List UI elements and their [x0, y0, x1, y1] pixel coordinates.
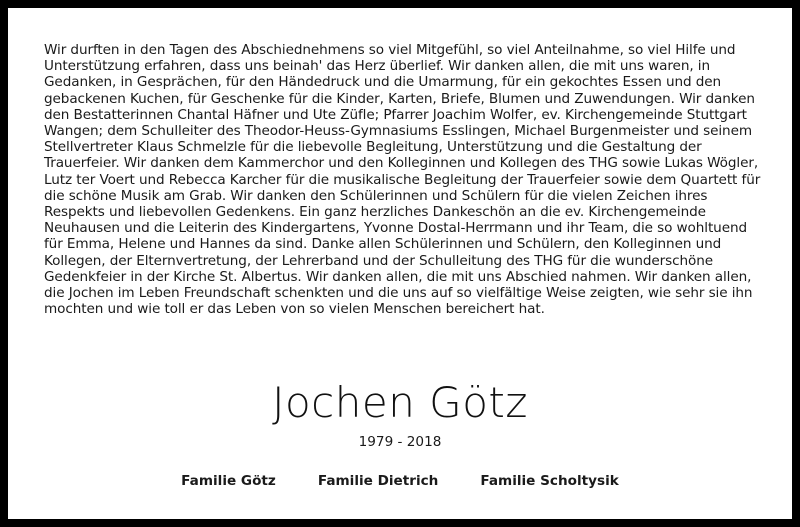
life-years: 1979 - 2018 — [358, 434, 442, 450]
family-name: Familie Dietrich — [317, 473, 439, 489]
family-name: Familie Scholtysik — [480, 473, 619, 489]
thank-you-text: Wir durften in den Tagen des Abschiednehmens so viel Mitgefühl, so viel Anteilnahme, so viel Hilfe und Unterstützung erfahren, dass uns beinah' das Herz überlief. Wir danken allen, die mit uns waren, in Gedanken, in Gesprächen, für den Händedruck und die Umarmung, für ein gekochtes Essen und den gebackenen Kuchen, für Geschenke für die Kinder, Karten, Briefe, Blumen und Zuwendungen. Wir danken den Bestatterinnen Chantal Häfner und Ute Züfle; Pfarrer Joachim Wolfer, ev. Kirchengemeinde Stuttgart Wangen; dem Schulleiter des Theodor-Heuss-Gymnasiums Esslingen, Michael Burgenmeister und seinem Stellvertreter Klaus Schmelzle für die liebevolle Begleitung, Unterstützung und die Gestaltung der Trauerfeier. Wir danken dem Kammerchor und den Kolleginnen und Kollegen des THG sowie Lukas Wögler, Lutz ter Voert und Rebecca Karcher für die musikalische Begleitung der Trauerfeier sowie dem Quartett für die schöne Musik am Grab. Wir danken den Schülerinnen und Schülern für die vielen Zeichen ihres Respekts und liebevollen Gedenkens. Ein ganz herzliches Dankeschön an die ev. Kirchengemeinde Neuhausen und die Leiterin des Kindergartens, Yvonne Dostal-Herrmann und ihr Team, die so wohltuend für Emma, Helene und Hannes da sind. Danke allen Schülerinnen und Schülern, den Kolleginnen und Kollegen, der Elternvertretung, der Lehrerband und der Schulleitung des THG für die wunderschöne Gedenkfeier in der Kirche St. Albertus. Wir danken allen, die mit uns Abschied nahmen. Wir danken allen, die Jochen im Leben Freundschaft schenkten und die uns auf so vielfältige Weise zeigten, wie sehr sie ihn mochten und wie toll er das Leben von so vielen Menschen bereichert hat. — [44, 42, 761, 318]
obituary-notice — [8, 8, 792, 519]
family-name: Familie Götz — [181, 473, 276, 489]
deceased-name: Jochen Götz — [272, 378, 528, 427]
family-signatures — [8, 473, 792, 489]
